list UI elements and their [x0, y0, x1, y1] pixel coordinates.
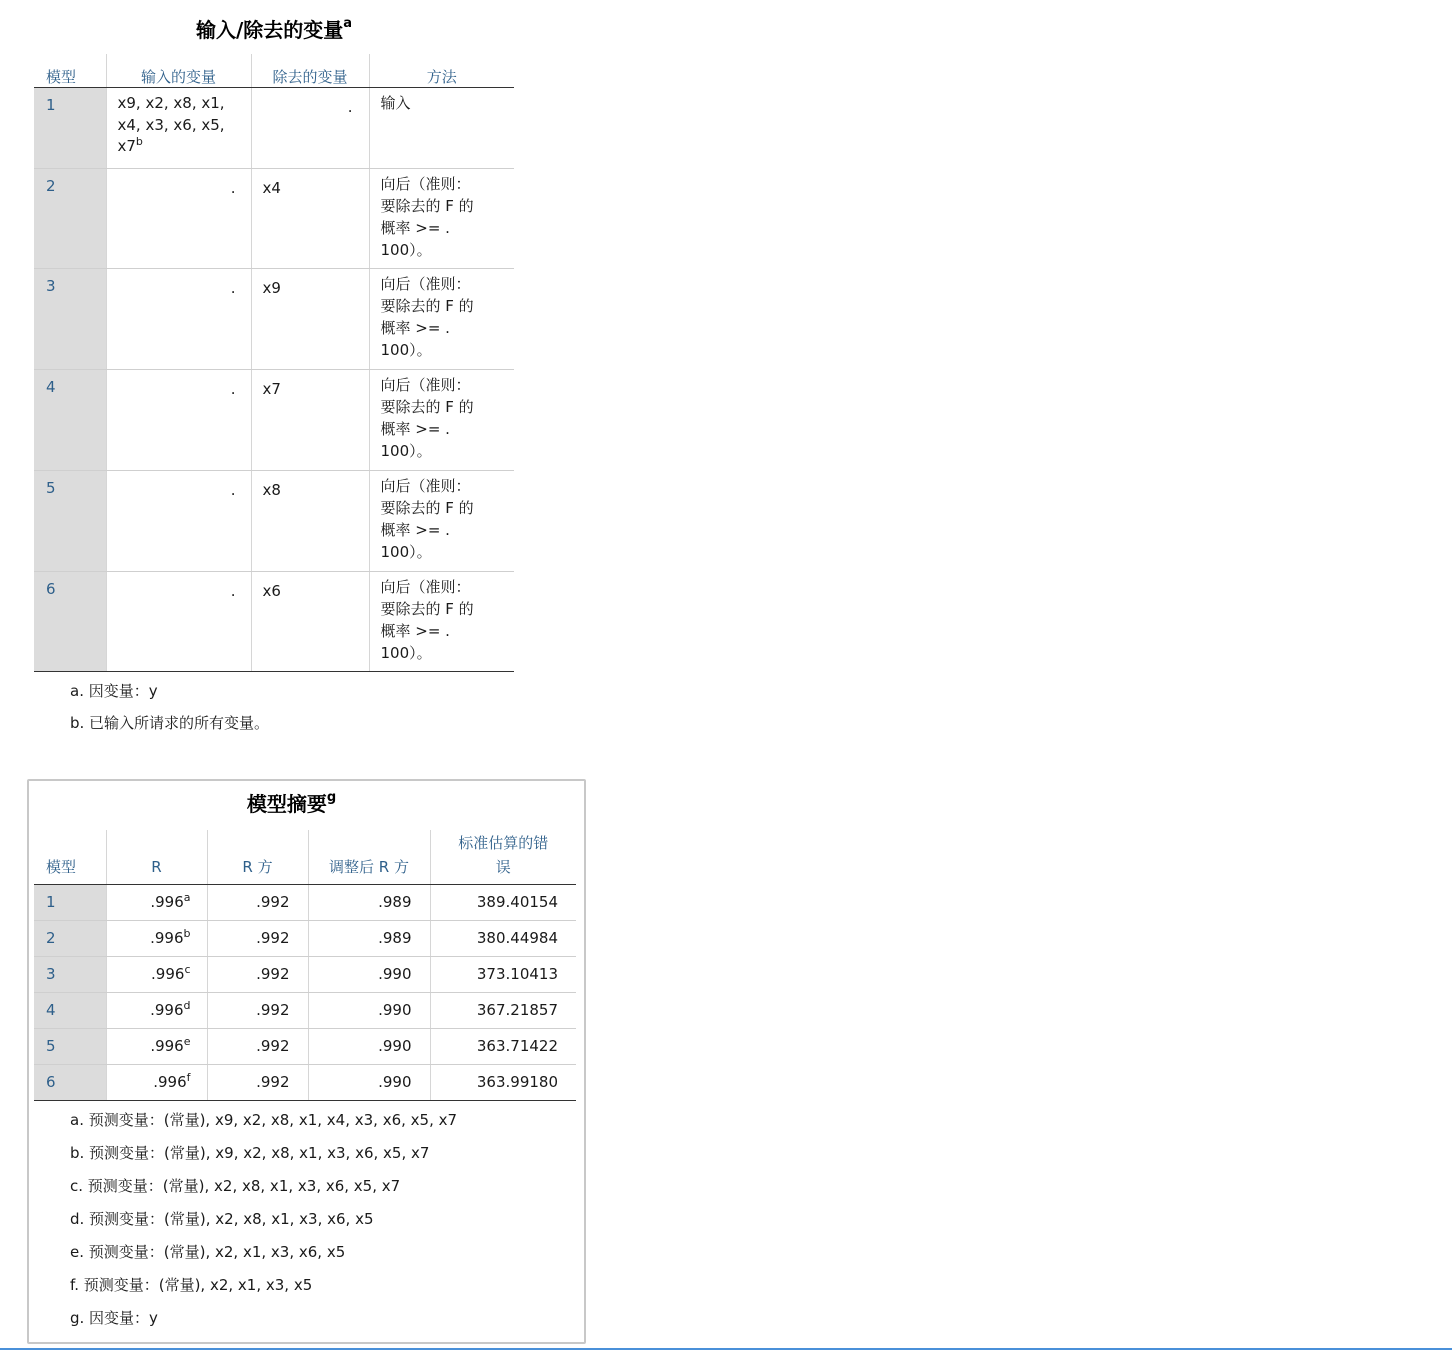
table2-title-footnote-mark: g: [326, 790, 337, 806]
model-number: 5: [34, 471, 106, 572]
std-error-value: 367.21857: [430, 992, 576, 1028]
entered-line: x9, x2, x8, x1,: [117, 94, 225, 112]
r-value: .996$^f$: [106, 1064, 207, 1100]
table1-header-row: [34, 54, 514, 88]
entered-variables: .: [106, 370, 251, 471]
adjusted-r-square-value: .990: [308, 1028, 430, 1064]
r-square-value: .992: [207, 992, 308, 1028]
footnote-mark: d: [183, 999, 191, 1012]
model-summary-table: [34, 830, 576, 1101]
table1-header-model: 模型: [34, 54, 106, 88]
adjusted-r-square-value: .989: [308, 920, 430, 956]
footnote-mark: b: [135, 135, 143, 148]
model-number: 3: [34, 956, 106, 992]
table1-header-removed: 除去的变量: [251, 54, 369, 88]
table1-row: [34, 471, 514, 572]
table2-row: [34, 956, 576, 992]
r-value: .996e: [106, 1028, 207, 1064]
method-line: 要除去的 F 的: [380, 499, 474, 517]
footnote-mark: a: [183, 891, 191, 904]
table2-row: [34, 992, 576, 1028]
table2-header-std-error: 标准估算的错 误: [430, 830, 576, 884]
table2-header-row: [34, 830, 576, 884]
footnote-mark: c: [184, 963, 191, 976]
method-line: 向后（准则：: [380, 175, 471, 193]
model-number: 4: [34, 370, 106, 471]
method-line: 向后（准则：: [380, 275, 471, 293]
model-number: 5: [34, 1028, 106, 1064]
table1-title: 输入/除去的变量$^a$: [195, 16, 353, 42]
model-number: 1: [34, 884, 106, 920]
adjusted-r-square-value: .990: [308, 992, 430, 1028]
model-number: 6: [34, 1064, 106, 1100]
r-square-value: .992: [207, 884, 308, 920]
method: [369, 471, 514, 572]
method-line: 100）。: [380, 644, 432, 662]
method-line: 100）。: [380, 442, 432, 460]
std-error-value: 389.40154: [430, 884, 576, 920]
model-number: 1: [34, 88, 106, 169]
adjusted-r-square-value: .990: [308, 956, 430, 992]
footnote-mark: f: [186, 1071, 191, 1084]
method: [369, 269, 514, 370]
entered-line: x7$^b$: [117, 135, 143, 155]
model-number: 2: [34, 920, 106, 956]
model-number: 6: [34, 572, 106, 672]
method: [369, 169, 514, 269]
r-value: .996$^d$: [106, 992, 207, 1028]
r-value: .996$^b$: [106, 920, 207, 956]
table2-title: 模型摘要$^g$: [246, 790, 337, 816]
method-line: 向后（准则：: [380, 376, 471, 394]
table1-row: [34, 169, 514, 269]
method-line: 100）。: [380, 341, 432, 359]
table1-row: [34, 370, 514, 471]
removed-variables: x4: [251, 169, 369, 269]
table1-header-method: 方法: [369, 54, 514, 88]
method: [369, 572, 514, 672]
adjusted-r-square-value: .989: [308, 884, 430, 920]
table1-title-footnote-mark: a: [343, 16, 353, 32]
method-line: 100）。: [380, 241, 432, 259]
table2-header-r: R: [106, 830, 207, 884]
r-square-value: .992: [207, 920, 308, 956]
table2-footnote: d. 预测变量：(常量), x2, x8, x1, x3, x6, x5: [70, 1210, 374, 1228]
entered-line: x4, x3, x6, x5,: [117, 116, 225, 134]
method-line: 要除去的 F 的: [380, 398, 474, 416]
method-line: 概率 >= .: [380, 420, 450, 438]
method-line: 概率 >= .: [380, 219, 450, 237]
removed-variables: x6: [251, 572, 369, 672]
table2-footnote: g. 因变量：y: [70, 1309, 158, 1327]
method: [369, 88, 514, 169]
r-value: .996$^c$: [106, 956, 207, 992]
entered-variables: .: [106, 572, 251, 672]
table1-footnote: b. 已输入所请求的所有变量。: [70, 714, 270, 732]
method-line: 要除去的 F 的: [380, 297, 474, 315]
table2-header-r-square: R 方: [207, 830, 308, 884]
std-error-value: 380.44984: [430, 920, 576, 956]
entered-variables: [106, 88, 251, 169]
method-line: 概率 >= .: [380, 622, 450, 640]
footnote-mark: e: [183, 1035, 191, 1048]
table1-row: [34, 269, 514, 370]
footnote-mark: b: [183, 927, 191, 940]
method-line: 输入: [380, 94, 411, 112]
table2-footnote: b. 预测变量：(常量), x9, x2, x8, x1, x3, x6, x5, x7: [70, 1144, 430, 1162]
removed-variables: x7: [251, 370, 369, 471]
std-error-value: 363.99180: [430, 1064, 576, 1100]
table2-row: [34, 920, 576, 956]
table1-footnote: a. 因变量：y: [70, 682, 158, 700]
entered-variables: .: [106, 269, 251, 370]
table2-footnote: f. 预测变量：(常量), x2, x1, x3, x5: [70, 1276, 313, 1294]
entered-variables: .: [106, 471, 251, 572]
table2-row: [34, 884, 576, 920]
r-square-value: .992: [207, 1064, 308, 1100]
r-square-value: .992: [207, 956, 308, 992]
std-error-value: 363.71422: [430, 1028, 576, 1064]
table2-footnote: c. 预测变量：(常量), x2, x8, x1, x3, x6, x5, x7: [70, 1177, 401, 1195]
method-line: 100）。: [380, 543, 432, 561]
model-number: 4: [34, 992, 106, 1028]
removed-variables: x9: [251, 269, 369, 370]
std-error-value: 373.10413: [430, 956, 576, 992]
bottom-divider: [0, 1348, 1452, 1350]
method-line: 向后（准则：: [380, 477, 471, 495]
entered-variables: .: [106, 169, 251, 269]
method-line: 要除去的 F 的: [380, 600, 474, 618]
table2-row: [34, 1064, 576, 1100]
adjusted-r-square-value: .990: [308, 1064, 430, 1100]
method-line: 概率 >= .: [380, 319, 450, 337]
method-line: 要除去的 F 的: [380, 197, 474, 215]
table1-row: [34, 572, 514, 672]
method: [369, 370, 514, 471]
method-line: 向后（准则：: [380, 578, 471, 596]
table2-footnote: e. 预测变量：(常量), x2, x1, x3, x6, x5: [70, 1243, 346, 1261]
table2-header-adjusted-r-square: 调整后 R 方: [308, 830, 430, 884]
table2-footnote: a. 预测变量：(常量), x9, x2, x8, x1, x4, x3, x6, x5, x7: [70, 1111, 458, 1129]
table1-header-entered: 输入的变量: [106, 54, 251, 88]
table1-row: [34, 88, 514, 169]
r-square-value: .992: [207, 1028, 308, 1064]
method-line: 概率 >= .: [380, 521, 450, 539]
model-number: 3: [34, 269, 106, 370]
r-value: .996$^a$: [106, 884, 207, 920]
removed-variables: x8: [251, 471, 369, 572]
removed-variables: .: [251, 88, 369, 169]
table2-header-model: 模型: [34, 830, 106, 884]
entered-removed-variables-table: [34, 54, 514, 672]
model-number: 2: [34, 169, 106, 269]
table2-row: [34, 1028, 576, 1064]
